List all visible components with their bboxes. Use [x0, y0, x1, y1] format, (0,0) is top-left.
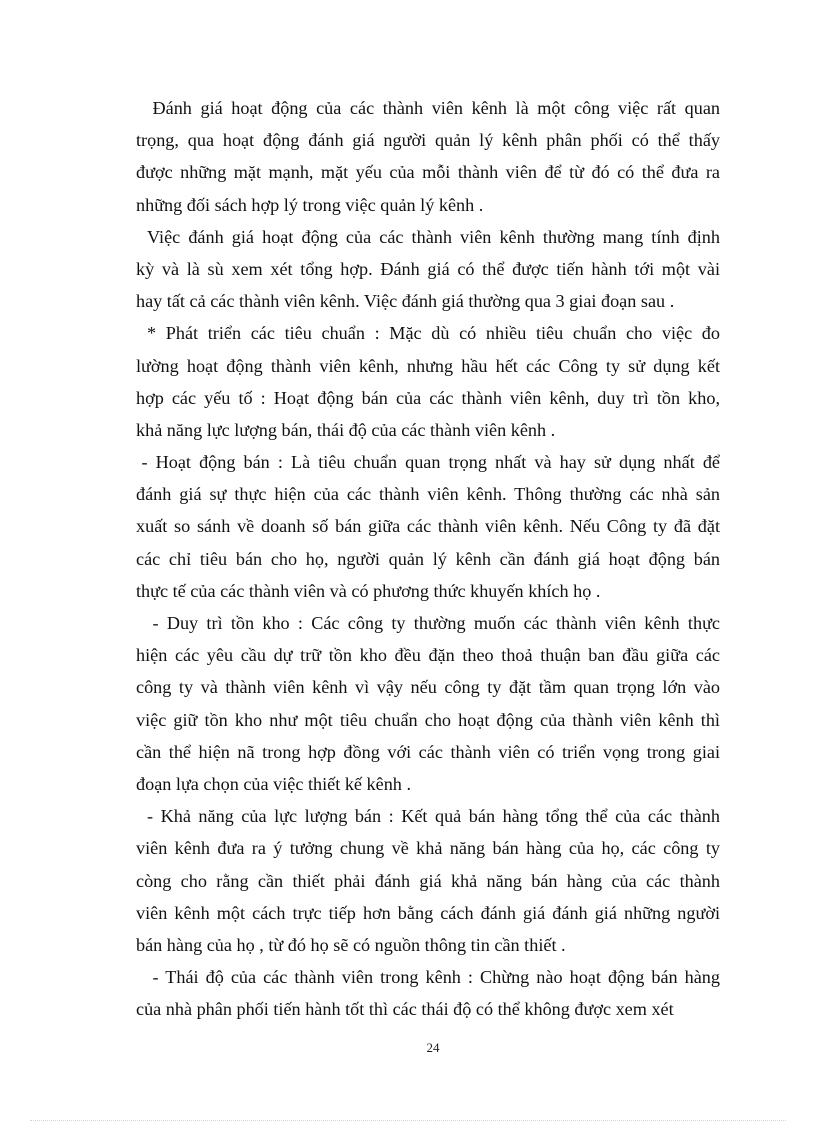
text-line: hợp các yếu tố : Hoạt động bán của các thành viên kênh, duy trì tồn kho, — [136, 387, 720, 408]
text-line: viên kênh đưa ra ý tưởng chung về khả năng bán hàng của họ, các công ty — [136, 838, 720, 859]
paragraph — [136, 607, 720, 800]
text-line: còng cho rằng cần thiết phải đánh giá khả năng bán hàng của các thành — [136, 870, 720, 891]
text-line: việc giữ tồn kho như một tiêu chuẩn cho hoạt động của thành viên kênh thì — [136, 709, 720, 730]
text-line: - Hoạt động bán : Là tiêu chuẩn quan trọng nhất và hay sử dụng nhất để — [141, 452, 720, 473]
paragraph — [136, 317, 720, 446]
footer-divider — [30, 1120, 786, 1121]
text-line: kỳ và là sù xem xét tổng hợp. Đánh giá có thể được tiến hành tới một vài — [136, 258, 720, 279]
paragraph — [136, 92, 720, 221]
text-line: thực tế của các thành viên và có phương thức khuyến khích họ . — [136, 580, 601, 601]
text-line: công ty và thành viên kênh vì vậy nếu công ty đặt tầm quan trọng lớn vào — [136, 677, 720, 698]
text-line: hiện các yêu cầu dự trữ tồn kho đều đặn theo thoả thuận ban đầu giữa các — [136, 645, 720, 666]
text-line: của nhà phân phối tiến hành tốt thì các thái độ có thể không được xem xét — [136, 999, 674, 1020]
text-line: - Khả năng của lực lượng bán : Kết quả bán hàng tổng thể của các thành — [147, 806, 720, 827]
text-line: trọng, qua hoạt động đánh giá người quản lý kênh phân phối có thể thấy — [136, 130, 720, 151]
body-text — [136, 92, 720, 1025]
text-line: khả năng lực lượng bán, thái độ của các thành viên kênh . — [136, 419, 556, 440]
text-line: đoạn lựa chọn của việc thiết kế kênh . — [136, 773, 411, 794]
text-line: xuất so sánh về doanh số bán giữa các thành viên kênh. Nếu Công ty đã đặt — [136, 516, 720, 537]
text-line: lường hoạt động thành viên kênh, nhưng hầu hết các Công ty sử dụng kết — [136, 355, 720, 376]
text-line: - Thái độ của các thành viên trong kênh : Chừng nào hoạt động bán hàng — [152, 967, 720, 988]
text-line: các chỉ tiêu bán cho họ, người quản lý kênh cần đánh giá hoạt động bán — [136, 548, 720, 569]
text-line: Việc đánh giá hoạt động của các thành viên kênh thường mang tính định — [147, 226, 720, 247]
paragraph — [136, 961, 720, 1025]
text-line: Đánh giá hoạt động của các thành viên kênh là một công việc rất quan — [152, 98, 720, 118]
text-line: viên kênh một cách trực tiếp hơn bằng cách đánh giá đánh giá những người — [136, 902, 720, 923]
text-line: cần thể hiện nã trong hợp đồng với các thành viên có triển vọng trong giai — [136, 741, 720, 762]
text-line: - Duy trì tồn kho : Các công ty thường muốn các thành viên kênh thực — [152, 613, 720, 633]
text-line: bán hàng của họ , từ đó họ sẽ có nguồn thông tin cần thiết . — [136, 934, 566, 955]
paragraph — [136, 800, 720, 961]
paragraph — [136, 221, 720, 318]
page-number: 24 — [426, 1040, 440, 1055]
text-line: những đối sách hợp lý trong việc quản lý kênh . — [136, 194, 484, 215]
text-line: hay tất cả các thành viên kênh. Việc đánh giá thường qua 3 giai đoạn sau . — [136, 291, 675, 312]
paragraph — [136, 446, 720, 607]
text-line: được những mặt mạnh, mặt yếu của mỗi thành viên để từ đó có thể đưa ra — [136, 162, 720, 183]
text-line: * Phát triển các tiêu chuẩn : Mặc dù có nhiều tiêu chuẩn cho việc đo — [147, 323, 720, 344]
text-line: đánh giá sự thực hiện của các thành viên kênh. Thông thường các nhà sản — [136, 484, 720, 505]
